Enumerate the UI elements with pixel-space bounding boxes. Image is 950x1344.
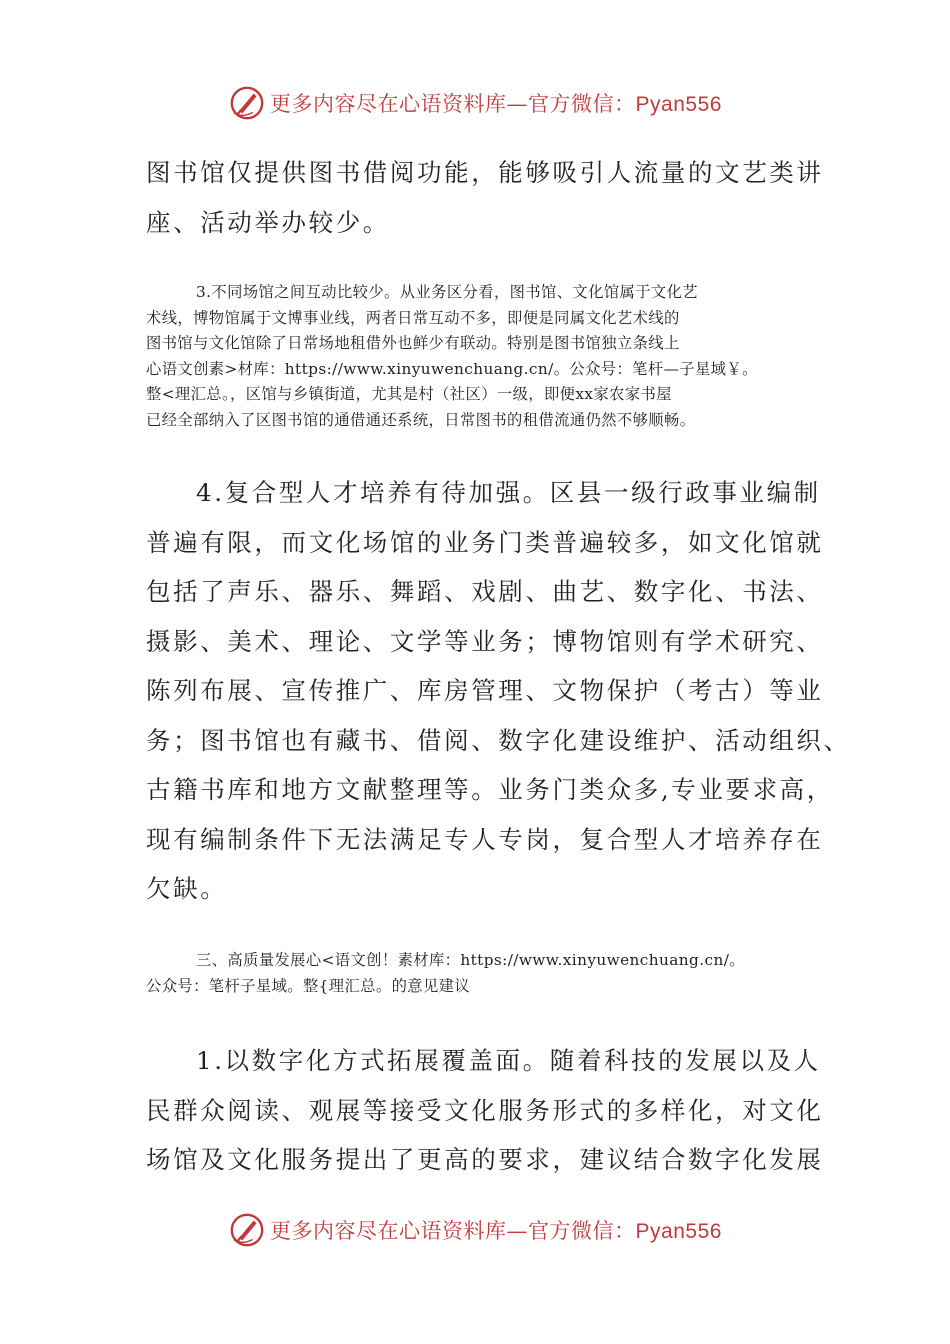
paragraph-digitalization xyxy=(146,1036,824,1185)
text-line: 场馆及文化服务提出了更高的要求，建议结合数字化发展 xyxy=(146,1145,824,1174)
text-line: 座、活动举办较少。 xyxy=(146,207,390,237)
text-line: 民群众阅读、观展等接受文化服务形式的多样化，对文化 xyxy=(146,1095,824,1125)
text-line: 已经全部纳入了区图书馆的通借通还系统，日常图书的租借流通仍然不够顺畅。 xyxy=(146,410,696,429)
text-line: 摄影、美术、理论、文学等业务；博物馆则有学术研究、 xyxy=(146,626,824,656)
wechat-id: Pyan556 xyxy=(635,1220,722,1243)
text-line: 图书馆仅提供图书借阅功能，能够吸引人流量的文艺类讲 xyxy=(146,158,824,187)
text-line: 三、高质量发展心<语文创！素材库：https://www.xinyuwenchuang.cn/。 xyxy=(196,951,745,969)
paragraph-venue-interaction xyxy=(146,280,826,433)
header-banner xyxy=(0,78,950,128)
quill-pen-logo-icon xyxy=(228,1211,266,1249)
text-line: 陈列布展、宣传推广、库房管理、文物保护（考古）等业 xyxy=(146,676,824,705)
text-line: 公众号：笔杆子星域。整{理汇总。的意见建议 xyxy=(146,976,471,995)
paragraph-continuation xyxy=(146,148,824,247)
section-heading-suggestions xyxy=(146,948,826,999)
banner-text: 更多内容尽在心语资料库—官方微信：Pyan556 xyxy=(270,92,722,116)
paragraph-talent-training xyxy=(146,468,851,914)
text-line: 现有编制条件下无法满足专人专岗，复合型人才培养存在 xyxy=(146,824,824,854)
text-line: 包括了声乐、器乐、舞蹈、戏剧、曲艺、数字化、书法、 xyxy=(146,577,824,606)
text-line: 3.不同场馆之间互动比较少。从业务区分看，图书馆、文化馆属于文化艺 xyxy=(196,283,698,301)
text-line: 心语文创素>材库：https://www.xinyuwenchuang.cn/。公众号：笔杆—子星域￥。 xyxy=(146,359,758,378)
text-line: 整<理汇总。，区馆与乡镇街道，尤其是村（社区）一级，即便xx家农家书屋 xyxy=(146,385,672,403)
text-line: 普遍有限，而文化场馆的业务门类普遍较多，如文化馆就 xyxy=(146,527,824,557)
text-line: 务；图书馆也有藏书、借阅、数字化建设维护、活动组织、 xyxy=(146,725,851,755)
quill-pen-logo-icon xyxy=(228,84,266,122)
text-line: 4.复合型人才培养有待加强。区县一级行政事业编制 xyxy=(196,478,821,507)
text-line: 1.以数字化方式拓展覆盖面。随着科技的发展以及人 xyxy=(196,1046,821,1075)
text-line: 术线，博物馆属于文博事业线，两者日常互动不多，即便是同属文化艺术线的 xyxy=(146,308,680,327)
banner-text: 更多内容尽在心语资料库—官方微信：Pyan556 xyxy=(270,1219,722,1243)
text-line: 图书馆与文化馆除了日常场地租借外也鲜少有联动。特别是图书馆独立条线上 xyxy=(146,334,680,352)
footer-banner xyxy=(0,1205,950,1255)
text-line: 欠缺。 xyxy=(146,874,228,903)
wechat-id: Pyan556 xyxy=(635,93,722,116)
text-line: 古籍书库和地方文献整理等。业务门类众多,专业要求高， xyxy=(146,775,834,804)
